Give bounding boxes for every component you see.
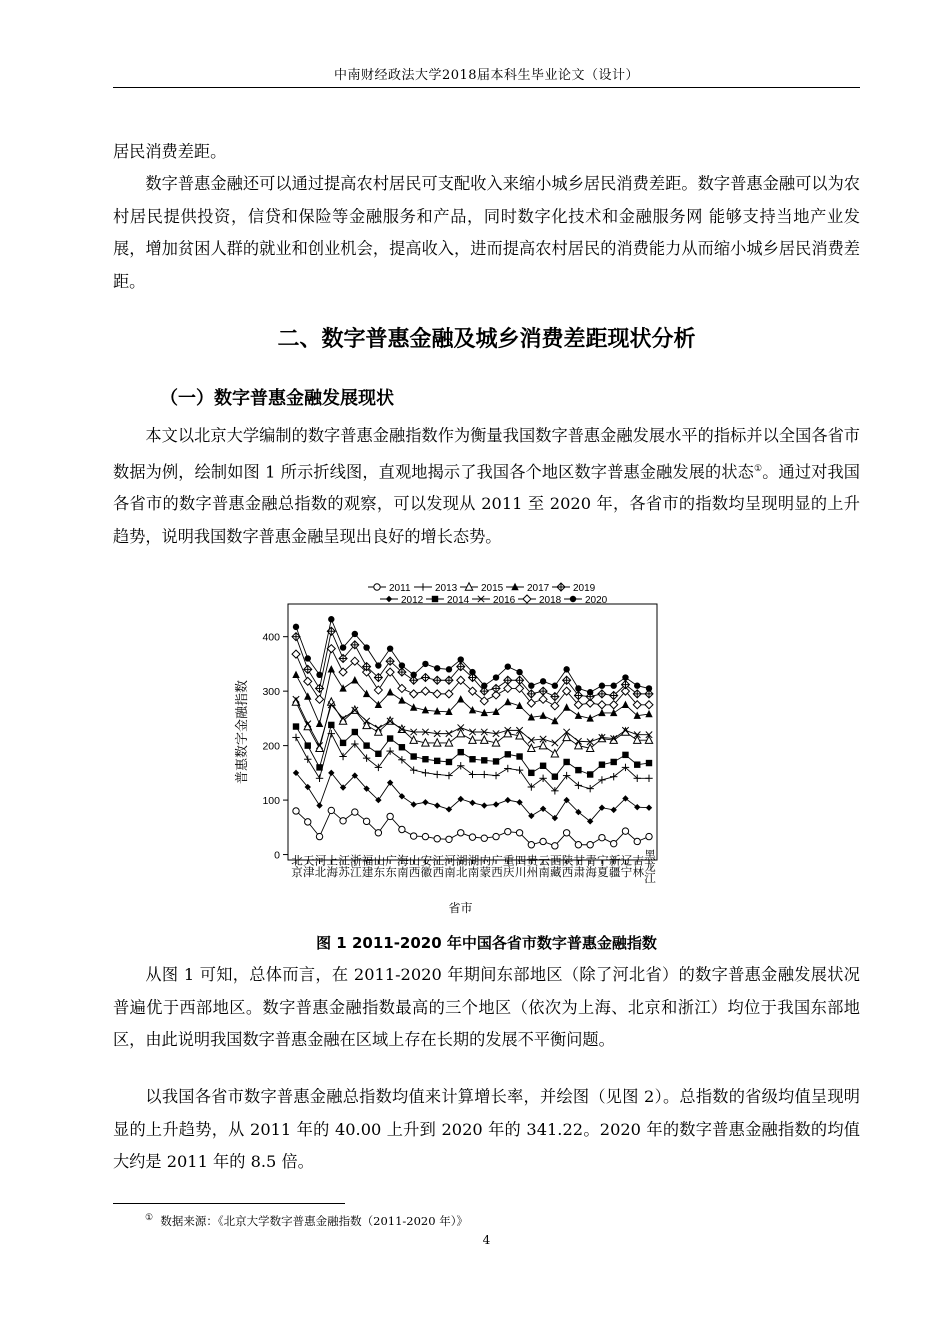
data-point [575, 685, 581, 691]
data-point [481, 771, 488, 778]
data-point [622, 674, 628, 680]
data-point [340, 644, 346, 650]
footnote-rule [113, 1203, 345, 1204]
legend-label: 2018 [539, 595, 562, 606]
data-point [374, 686, 382, 694]
data-point [352, 729, 358, 735]
data-point [575, 711, 582, 718]
data-point [587, 771, 593, 777]
data-point [421, 674, 429, 682]
paragraph-text-a: 本文以北京大学编制的数字普惠金融指数作为衡量我国数字普惠金融发展水平的指标并以全国各省市数据为例，绘制如图 1 所示折线图，直观地揭示了我国各个地区数字普惠金融发展的状态 [113, 426, 860, 481]
data-point [493, 758, 499, 764]
x-tick-label: 辽宁 [619, 854, 632, 878]
legend-marker [374, 584, 380, 590]
data-point [398, 696, 405, 703]
data-point [505, 663, 511, 669]
data-point [492, 684, 500, 692]
data-point [469, 771, 476, 778]
legend-label: 2012 [401, 595, 424, 606]
data-point [598, 776, 605, 783]
data-point [304, 756, 311, 763]
data-point [563, 830, 569, 836]
legend-marker [570, 596, 576, 602]
data-point [305, 819, 311, 825]
data-point [458, 656, 464, 662]
data-point [458, 830, 464, 836]
data-point [304, 692, 311, 699]
data-point [469, 800, 475, 806]
data-point [410, 690, 418, 698]
data-point [622, 701, 629, 708]
data-point [422, 799, 428, 805]
data-point [552, 773, 558, 779]
legend-label: 2017 [527, 583, 550, 594]
province-index-line-chart [226, 576, 671, 921]
data-point [563, 676, 571, 684]
data-point [646, 685, 652, 691]
x-tick-label: 广东 [384, 854, 397, 878]
data-point [599, 834, 605, 840]
data-point [504, 676, 512, 684]
data-point [304, 665, 312, 673]
data-point [316, 775, 323, 782]
data-point [446, 836, 452, 842]
x-tick-label: 福建 [360, 854, 373, 878]
footnote-text: 数据来源：《北京大学数字普惠金融指数（2011-2020 年）》 [160, 1214, 468, 1228]
data-point [599, 683, 605, 689]
data-point [410, 833, 416, 839]
data-point [552, 843, 558, 849]
legend-label: 2019 [573, 583, 596, 594]
subsection-heading: （一）数字普惠金融发展现状 [160, 388, 394, 409]
legend-label: 2011 [389, 583, 411, 594]
data-point [645, 775, 652, 782]
data-point [422, 833, 428, 839]
data-point [316, 720, 323, 727]
x-tick-label: 黑龙江 [643, 848, 655, 884]
data-point [398, 684, 406, 692]
data-point [528, 783, 535, 790]
data-point [434, 739, 441, 746]
data-point [634, 804, 640, 810]
data-point [340, 818, 346, 824]
data-point [505, 751, 511, 757]
data-point [328, 665, 335, 672]
data-point [481, 757, 487, 763]
data-point [446, 759, 452, 765]
data-point [528, 842, 534, 848]
y-tick-label: 300 [262, 686, 280, 699]
x-tick-label: 重庆 [501, 854, 514, 878]
x-tick-label: 内蒙 [478, 854, 491, 878]
data-point [469, 706, 476, 713]
x-tick-label: 新疆 [607, 854, 620, 878]
data-point [352, 809, 358, 815]
data-point [445, 739, 452, 746]
data-point [516, 830, 522, 836]
data-point [563, 666, 569, 672]
data-point [540, 838, 546, 844]
data-point [633, 690, 641, 698]
data-point [540, 763, 546, 769]
y-tick-label: 200 [262, 740, 280, 753]
data-point [611, 840, 617, 846]
footnote [145, 1213, 468, 1229]
paragraph-intro-tail: 居民消费差距。 [113, 142, 227, 161]
y-tick-label: 0 [274, 849, 280, 862]
legend-marker [432, 596, 438, 602]
data-point [634, 761, 640, 767]
legend-label: 2016 [493, 595, 516, 606]
data-point [421, 687, 429, 695]
data-point [492, 772, 499, 779]
data-point [505, 797, 511, 803]
data-point [505, 828, 511, 834]
data-point [316, 695, 324, 703]
data-point [563, 759, 569, 765]
data-point [528, 683, 534, 689]
paragraph-growth-rate: 以我国各省市数字普惠金融总指数均值来计算增长率，并绘图（见图 2）。总指数的省级均值呈现明显的上升趋势，从 2011 年的 40.00 上升到 2020 年的 341.22。2020 年的数字普惠金融指数的均值大约是 2011 年的 8.5 倍。 [113, 1087, 860, 1171]
data-point [387, 813, 393, 819]
data-point [386, 747, 393, 754]
data-point [599, 761, 605, 767]
x-tick-label: 西藏 [548, 854, 561, 878]
y-axis-label: 普惠数字金融指数 [234, 679, 249, 785]
data-point [433, 690, 441, 698]
data-point [293, 624, 299, 630]
x-tick-label: 江西 [431, 854, 444, 878]
data-point [481, 736, 488, 743]
running-header: 中南财经政法大学2018届本科生毕业论文（设计） [333, 68, 640, 83]
data-point [493, 801, 499, 807]
x-tick-label: 甘肃 [572, 854, 585, 878]
data-point [540, 678, 546, 684]
data-point [434, 802, 440, 808]
data-point [611, 683, 617, 689]
data-point [469, 669, 475, 675]
data-point [434, 665, 440, 671]
legend-marker [386, 596, 392, 602]
x-tick-label: 四川 [513, 854, 526, 878]
data-point [528, 770, 534, 776]
x-tick-label: 山西 [407, 854, 420, 878]
data-point [645, 710, 652, 717]
data-point [328, 616, 334, 622]
legend-marker [557, 583, 565, 591]
x-tick-label: 江苏 [337, 854, 350, 878]
data-point [410, 801, 416, 807]
data-point [422, 661, 428, 667]
data-point [434, 771, 441, 778]
x-tick-label: 河北 [313, 854, 326, 878]
legend-label: 2015 [481, 583, 504, 594]
data-point [552, 683, 558, 689]
data-point [352, 631, 358, 637]
data-point [434, 836, 440, 842]
legend-entry [460, 583, 504, 594]
data-point [504, 698, 511, 705]
data-point [610, 709, 617, 716]
data-point [469, 756, 475, 762]
legend-marker [419, 583, 426, 590]
x-tick-label: 海南 [395, 854, 408, 878]
data-point [292, 734, 299, 741]
data-point [399, 744, 405, 750]
data-point [645, 701, 653, 709]
paragraph-text-b: 。通过对我国各省市的数字普惠金融总指数的观察，可以发现从 2011 至 2020 年，各省市的指数均呈现明显的上升趋势，说明我国数字普惠金融呈现出良好的增长态势。 [113, 461, 860, 546]
data-point [305, 742, 311, 748]
data-point [399, 662, 405, 668]
data-point [434, 758, 440, 764]
legend-entry [552, 583, 596, 594]
x-tick-label: 云南 [537, 854, 550, 878]
x-tick-label: 贵州 [525, 854, 538, 878]
data-point [351, 676, 358, 683]
data-point [516, 766, 523, 773]
x-tick-label: 陕西 [560, 854, 573, 878]
data-point [293, 723, 299, 729]
data-point [575, 767, 581, 773]
data-point [481, 835, 487, 841]
footnote-marker: ① [145, 1213, 154, 1224]
data-point [422, 769, 429, 776]
data-point [646, 833, 652, 839]
data-point [481, 683, 487, 689]
data-point [386, 688, 393, 695]
data-point [469, 834, 475, 840]
section-heading: 二、数字普惠金融及城乡消费差距现状分析 [277, 327, 696, 352]
figure-caption: 图 1 2011-2020 年中国各省市数字普惠金融指数 [316, 934, 657, 952]
data-point [551, 693, 559, 701]
data-point [328, 722, 334, 728]
data-point [316, 833, 322, 839]
data-point [598, 701, 606, 709]
data-point [292, 671, 299, 678]
y-tick-label: 100 [262, 795, 280, 808]
data-point [504, 684, 512, 692]
header-rule [113, 87, 860, 88]
data-point [446, 666, 452, 672]
x-tick-label: 浙江 [348, 854, 361, 878]
x-tick-label: 天津 [301, 854, 314, 878]
data-point [375, 728, 382, 735]
data-point [469, 736, 476, 743]
data-point [328, 807, 334, 813]
data-point [598, 709, 605, 716]
data-point [481, 802, 487, 808]
chart-legend [368, 583, 608, 606]
legend-label: 2020 [585, 595, 608, 606]
legend-marker [523, 595, 531, 603]
footnote-ref[interactable]: ① [754, 463, 763, 474]
data-point [575, 842, 581, 848]
data-point [375, 830, 381, 836]
legend-entry [506, 583, 550, 594]
data-point [611, 759, 617, 765]
data-point [410, 753, 416, 759]
paragraph-rural-income: 数字普惠金融还可以通过提高农村居民可支配收入来缩小城乡居民消费差距。数字普惠金融可以为农村居民提供投资，信贷和保险等金融服务和产品，同时数字化技术和金融服务网 能够支持当地产业发展，增加贫困人群的就业和创业机会，提高收入，进而提高农村居民的消费能力从而缩小城乡居民消费差距。 [113, 174, 860, 291]
data-point [539, 711, 546, 718]
data-point [340, 740, 346, 746]
data-point [552, 740, 558, 746]
data-point [363, 644, 369, 650]
y-tick-label: 400 [262, 631, 280, 644]
data-point [539, 741, 546, 748]
x-tick-label: 安徽 [419, 854, 432, 878]
data-point [587, 842, 593, 848]
data-point [304, 677, 312, 685]
data-point [316, 802, 322, 808]
data-point [363, 818, 369, 824]
data-point [305, 655, 311, 661]
x-tick-label: 湖南 [466, 854, 479, 878]
legend-label: 2013 [435, 583, 458, 594]
x-tick-label: 宁夏 [595, 854, 608, 878]
data-point [316, 764, 322, 770]
data-point [516, 753, 522, 759]
data-point [504, 765, 511, 772]
data-point [433, 676, 441, 684]
data-point [399, 826, 405, 832]
data-point [493, 833, 499, 839]
x-tick-label: 青海 [584, 854, 597, 878]
paragraph-regional-analysis: 从图 1 可知，总体而言，在 2011-2020 年期间东部地区（除了河北省）的数字普惠金融发展状况普遍优于西部地区。数字普惠金融指数最高的三个地区（依次为上海、北京和浙江）均位于我国东部地区，由此说明我国数字普惠金融在区域上存在长期的发展不平衡问题。 [113, 965, 860, 1049]
legend-entry [414, 583, 458, 594]
data-point [375, 662, 381, 668]
x-tick-label: 河南 [442, 854, 455, 878]
legend-marker [465, 583, 472, 590]
data-point [493, 674, 499, 680]
x-tick-label: 广西 [490, 854, 503, 878]
x-axis-label: 省市 [448, 901, 473, 915]
series-2020 [293, 616, 652, 695]
x-tick-label: 吉林 [631, 854, 644, 878]
data-point [575, 741, 582, 748]
data-point [292, 650, 300, 658]
data-point [587, 689, 593, 695]
data-point [410, 672, 416, 678]
data-point [387, 645, 393, 651]
x-tick-label: 北京 [290, 854, 302, 878]
data-point [410, 703, 417, 710]
data-point [634, 683, 640, 689]
data-point [422, 756, 428, 762]
legend-marker [511, 583, 518, 590]
x-tick-label: 湖北 [454, 854, 467, 878]
x-tick-label: 上海 [325, 854, 338, 878]
data-point [339, 684, 346, 691]
data-point [293, 808, 299, 814]
data-point [458, 749, 464, 755]
data-point [634, 838, 640, 844]
data-point [516, 669, 522, 675]
x-tick-label: 山东 [372, 854, 385, 878]
legend-entry [368, 583, 411, 594]
legend-label: 2014 [447, 595, 470, 606]
data-point [375, 751, 381, 757]
data-point [410, 736, 417, 743]
series-line [296, 773, 649, 821]
data-point [646, 805, 652, 811]
series-2011 [293, 807, 652, 849]
data-point [622, 828, 628, 834]
data-point [598, 690, 606, 698]
data-point [363, 742, 369, 748]
data-point [586, 785, 593, 792]
data-point [492, 708, 499, 715]
data-point [386, 668, 394, 676]
data-point [646, 760, 652, 766]
data-point [539, 695, 547, 703]
data-point [387, 735, 393, 741]
page-number: 4 [482, 1233, 491, 1247]
data-point [539, 687, 547, 695]
data-point [457, 695, 464, 702]
data-point [622, 752, 628, 758]
data-point [574, 692, 582, 700]
paragraph-index-description [113, 420, 860, 553]
data-point [563, 703, 570, 710]
data-point [316, 672, 322, 678]
